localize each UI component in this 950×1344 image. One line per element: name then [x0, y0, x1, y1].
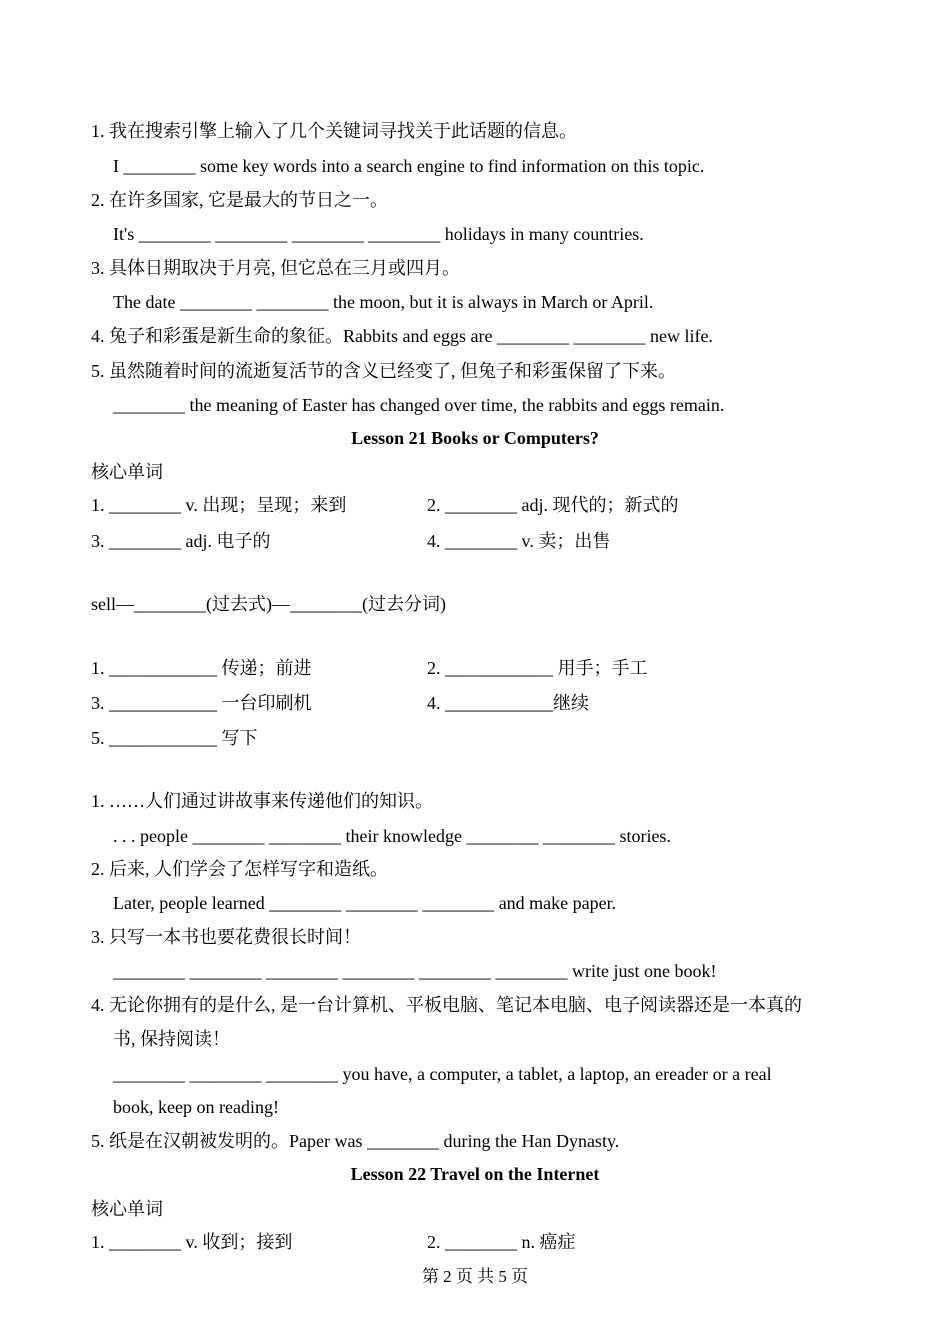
text-line: 1. ……人们通过讲故事来传递他们的知识。 [91, 791, 433, 811]
lesson-22-heading: Lesson 22 Travel on the Internet [350, 1164, 600, 1184]
phrase-item: 1. ____________ 传递；前进 [91, 658, 312, 678]
text-line: 4. 兔子和彩蛋是新生命的象征。Rabbits and eggs are ________ ________ new life. [91, 326, 713, 346]
text-line: . . . people ________ ________ their knowledge ________ ________ stories. [113, 826, 671, 846]
text-line: 5. 纸是在汉朝被发明的。Paper was ________ during the Han Dynasty. [91, 1131, 620, 1151]
text-line: 书, 保持阅读！ [113, 1029, 230, 1049]
text-line: I ________ some key words into a search engine to find information on this topic. [113, 156, 705, 176]
phrase-item: 4. ____________继续 [427, 693, 589, 713]
section-label: 核心单词 [91, 462, 163, 482]
text-line: The date ________ ________ the moon, but it is always in March or April. [113, 292, 654, 312]
page-footer: 第 2 页 共 5 页 [421, 1267, 529, 1286]
section-label: 核心单词 [91, 1199, 163, 1219]
verb-forms: sell—________(过去式)—________(过去分词) [91, 594, 446, 614]
text-line: 4. 无论你拥有的是什么, 是一台计算机、平板电脑、笔记本电脑、电子阅读器还是一本真的 [91, 995, 802, 1015]
text-line: ________ the meaning of Easter has changed over time, the rabbits and eggs remain. [113, 395, 725, 415]
vocab-item: 1. ________ v. 收到；接到 [91, 1232, 293, 1252]
text-line: 5. 虽然随着时间的流逝复活节的含义已经变了, 但兔子和彩蛋保留了下来。 [91, 361, 676, 381]
vocab-item: 2. ________ n. 癌症 [427, 1232, 576, 1252]
text-line: 2. 后来, 人们学会了怎样写字和造纸。 [91, 859, 388, 879]
text-line: 1. 我在搜索引擎上输入了几个关键词寻找关于此话题的信息。 [91, 121, 577, 141]
text-line: 2. 在许多国家, 它是最大的节日之一。 [91, 190, 388, 210]
phrase-item: 5. ____________ 写下 [91, 728, 258, 748]
phrase-item: 2. ____________ 用手；手工 [427, 658, 648, 678]
vocab-item: 3. ________ adj. 电子的 [91, 531, 271, 551]
phrase-item: 3. ____________ 一台印刷机 [91, 693, 312, 713]
text-line: 3. 具体日期取决于月亮, 但它总在三月或四月。 [91, 258, 460, 278]
text-line: ________ ________ ________ you have, a computer, a tablet, a laptop, an ereader or a real [113, 1064, 772, 1084]
text-line: Later, people learned ________ ________ ________ and make paper. [113, 893, 617, 913]
lesson-21-heading: Lesson 21 Books or Computers? [351, 428, 599, 448]
vocab-item: 1. ________ v. 出现；呈现；来到 [91, 495, 347, 515]
text-line: ________ ________ ________ ________ ________ ________ write just one book! [113, 961, 717, 981]
text-line: book, keep on reading! [113, 1097, 279, 1117]
vocab-item: 4. ________ v. 卖；出售 [427, 531, 611, 551]
text-line: 3. 只写一本书也要花费很长时间！ [91, 927, 361, 947]
text-line: It's ________ ________ ________ ________ holidays in many countries. [113, 224, 644, 244]
vocab-item: 2. ________ adj. 现代的；新式的 [427, 495, 679, 515]
